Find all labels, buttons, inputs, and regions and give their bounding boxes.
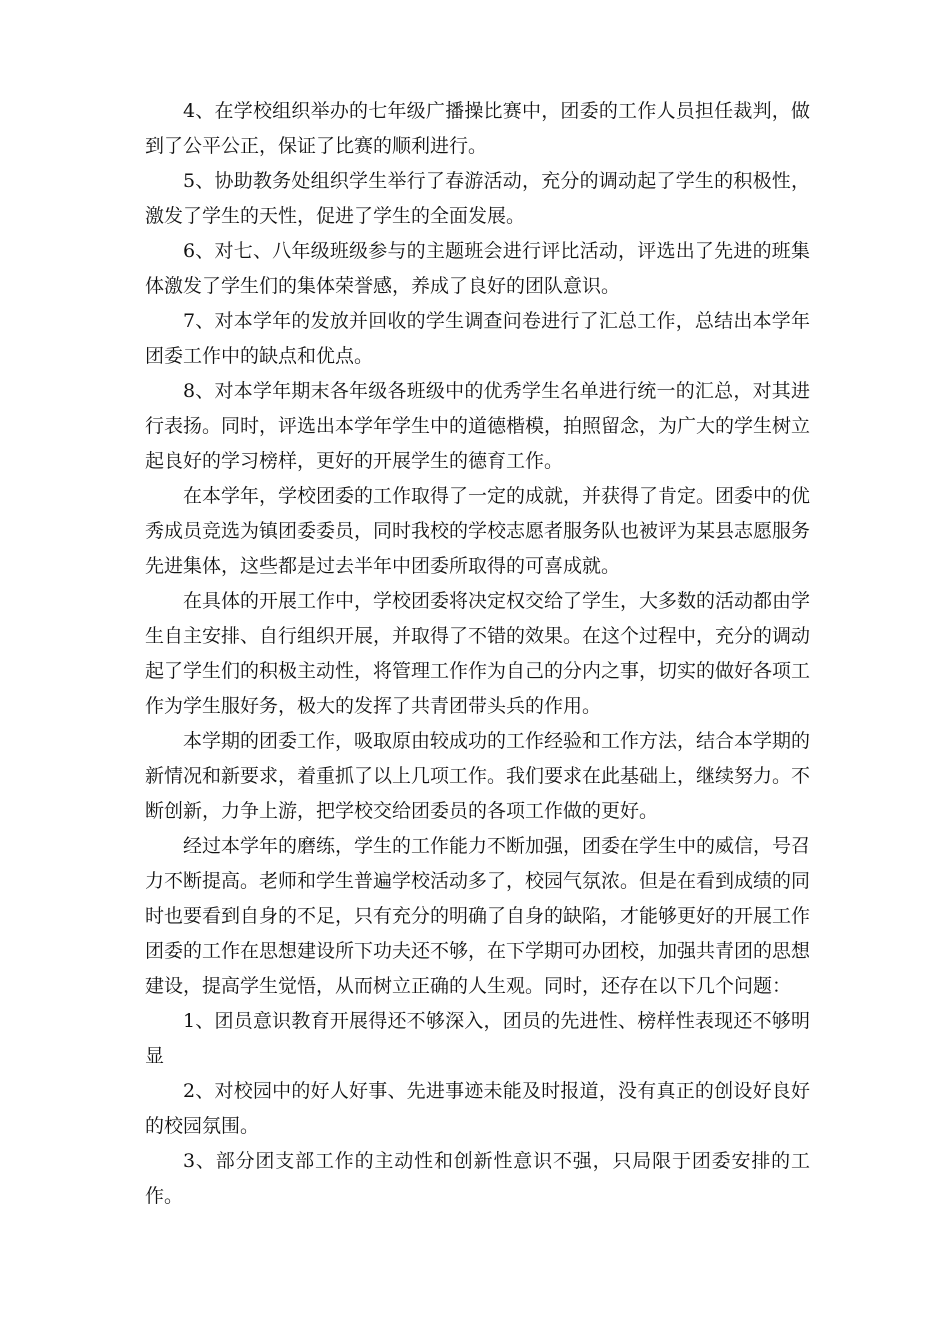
paragraph-problem-1: 1、团员意识教育开展得还不够深入，团员的先进性、榜样性表现还不够明显 <box>145 1010 810 1067</box>
paragraph-shortcomings: 经过本学年的磨练，学生的工作能力不断加强，团委在学生中的威信，号召力不断提高。老师和学生普遍学校活动多了，校园气氛浓。但是在看到成绩的同时也要看到自身的不足，只有充分的明确了自身的缺陷，才能够更好的开展工作团委的工作在思想建设所下功夫还不够，在下学期可办团校，加强共青团的思想建设，提高学生觉悟，从而树立正确的人生观。同时，还存在以下几个问题： <box>145 835 811 997</box>
document-body <box>145 94 810 1214</box>
paragraph-item-4: 4、在学校组织举办的七年级广播操比赛中，团委的工作人员担任裁判，做到了公平公正，保证了比赛的顺利进行。 <box>145 100 810 157</box>
paragraph-problem-3: 3、部分团支部工作的主动性和创新性意识不强，只局限于团委安排的工作。 <box>145 1150 810 1207</box>
paragraph-item-7: 7、对本学年的发放并回收的学生调查问卷进行了汇总工作，总结出本学年团委工作中的缺点和优点。 <box>145 310 810 367</box>
paragraph-item-5: 5、协助教务处组织学生举行了春游活动，充分的调动起了学生的积极性，激发了学生的天性，促进了学生的全面发展。 <box>145 170 810 227</box>
paragraph-semester-summary: 本学期的团委工作，吸取原由较成功的工作经验和工作方法，结合本学期的新情况和新要求，着重抓了以上几项工作。我们要求在此基础上，继续努力。不断创新，力争上游，把学校交给团委员的各项工作做的更好。 <box>145 730 811 822</box>
paragraph-student-autonomy: 在具体的开展工作中，学校团委将决定权交给了学生，大多数的活动都由学生自主安排、自行组织开展，并取得了不错的效果。在这个过程中，充分的调动起了学生们的积极主动性，将管理工作作为自己的分内之事，切实的做好各项工作为学生服好务，极大的发挥了共青团带头兵的作用。 <box>145 590 811 717</box>
paragraph-problem-2: 2、对校园中的好人好事、先进事迹未能及时报道，没有真正的创设好良好的校园氛围。 <box>145 1080 810 1137</box>
paragraph-item-6: 6、对七、八年级班级参与的主题班会进行评比活动，评选出了先进的班集体激发了学生们的集体荣誉感，养成了良好的团队意识。 <box>145 240 810 297</box>
paragraph-item-8: 8、对本学年期末各年级各班级中的优秀学生名单进行统一的汇总，对其进行表扬。同时，评选出本学年学生中的道德楷模，拍照留念，为广大的学生树立起良好的学习榜样，更好的开展学生的德育工作。 <box>145 380 811 472</box>
paragraph-achievements: 在本学年，学校团委的工作取得了一定的成就，并获得了肯定。团委中的优秀成员竞选为镇团委委员，同时我校的学校志愿者服务队也被评为某县志愿服务先进集体，这些都是过去半年中团委所取得的可喜成就。 <box>145 485 811 577</box>
